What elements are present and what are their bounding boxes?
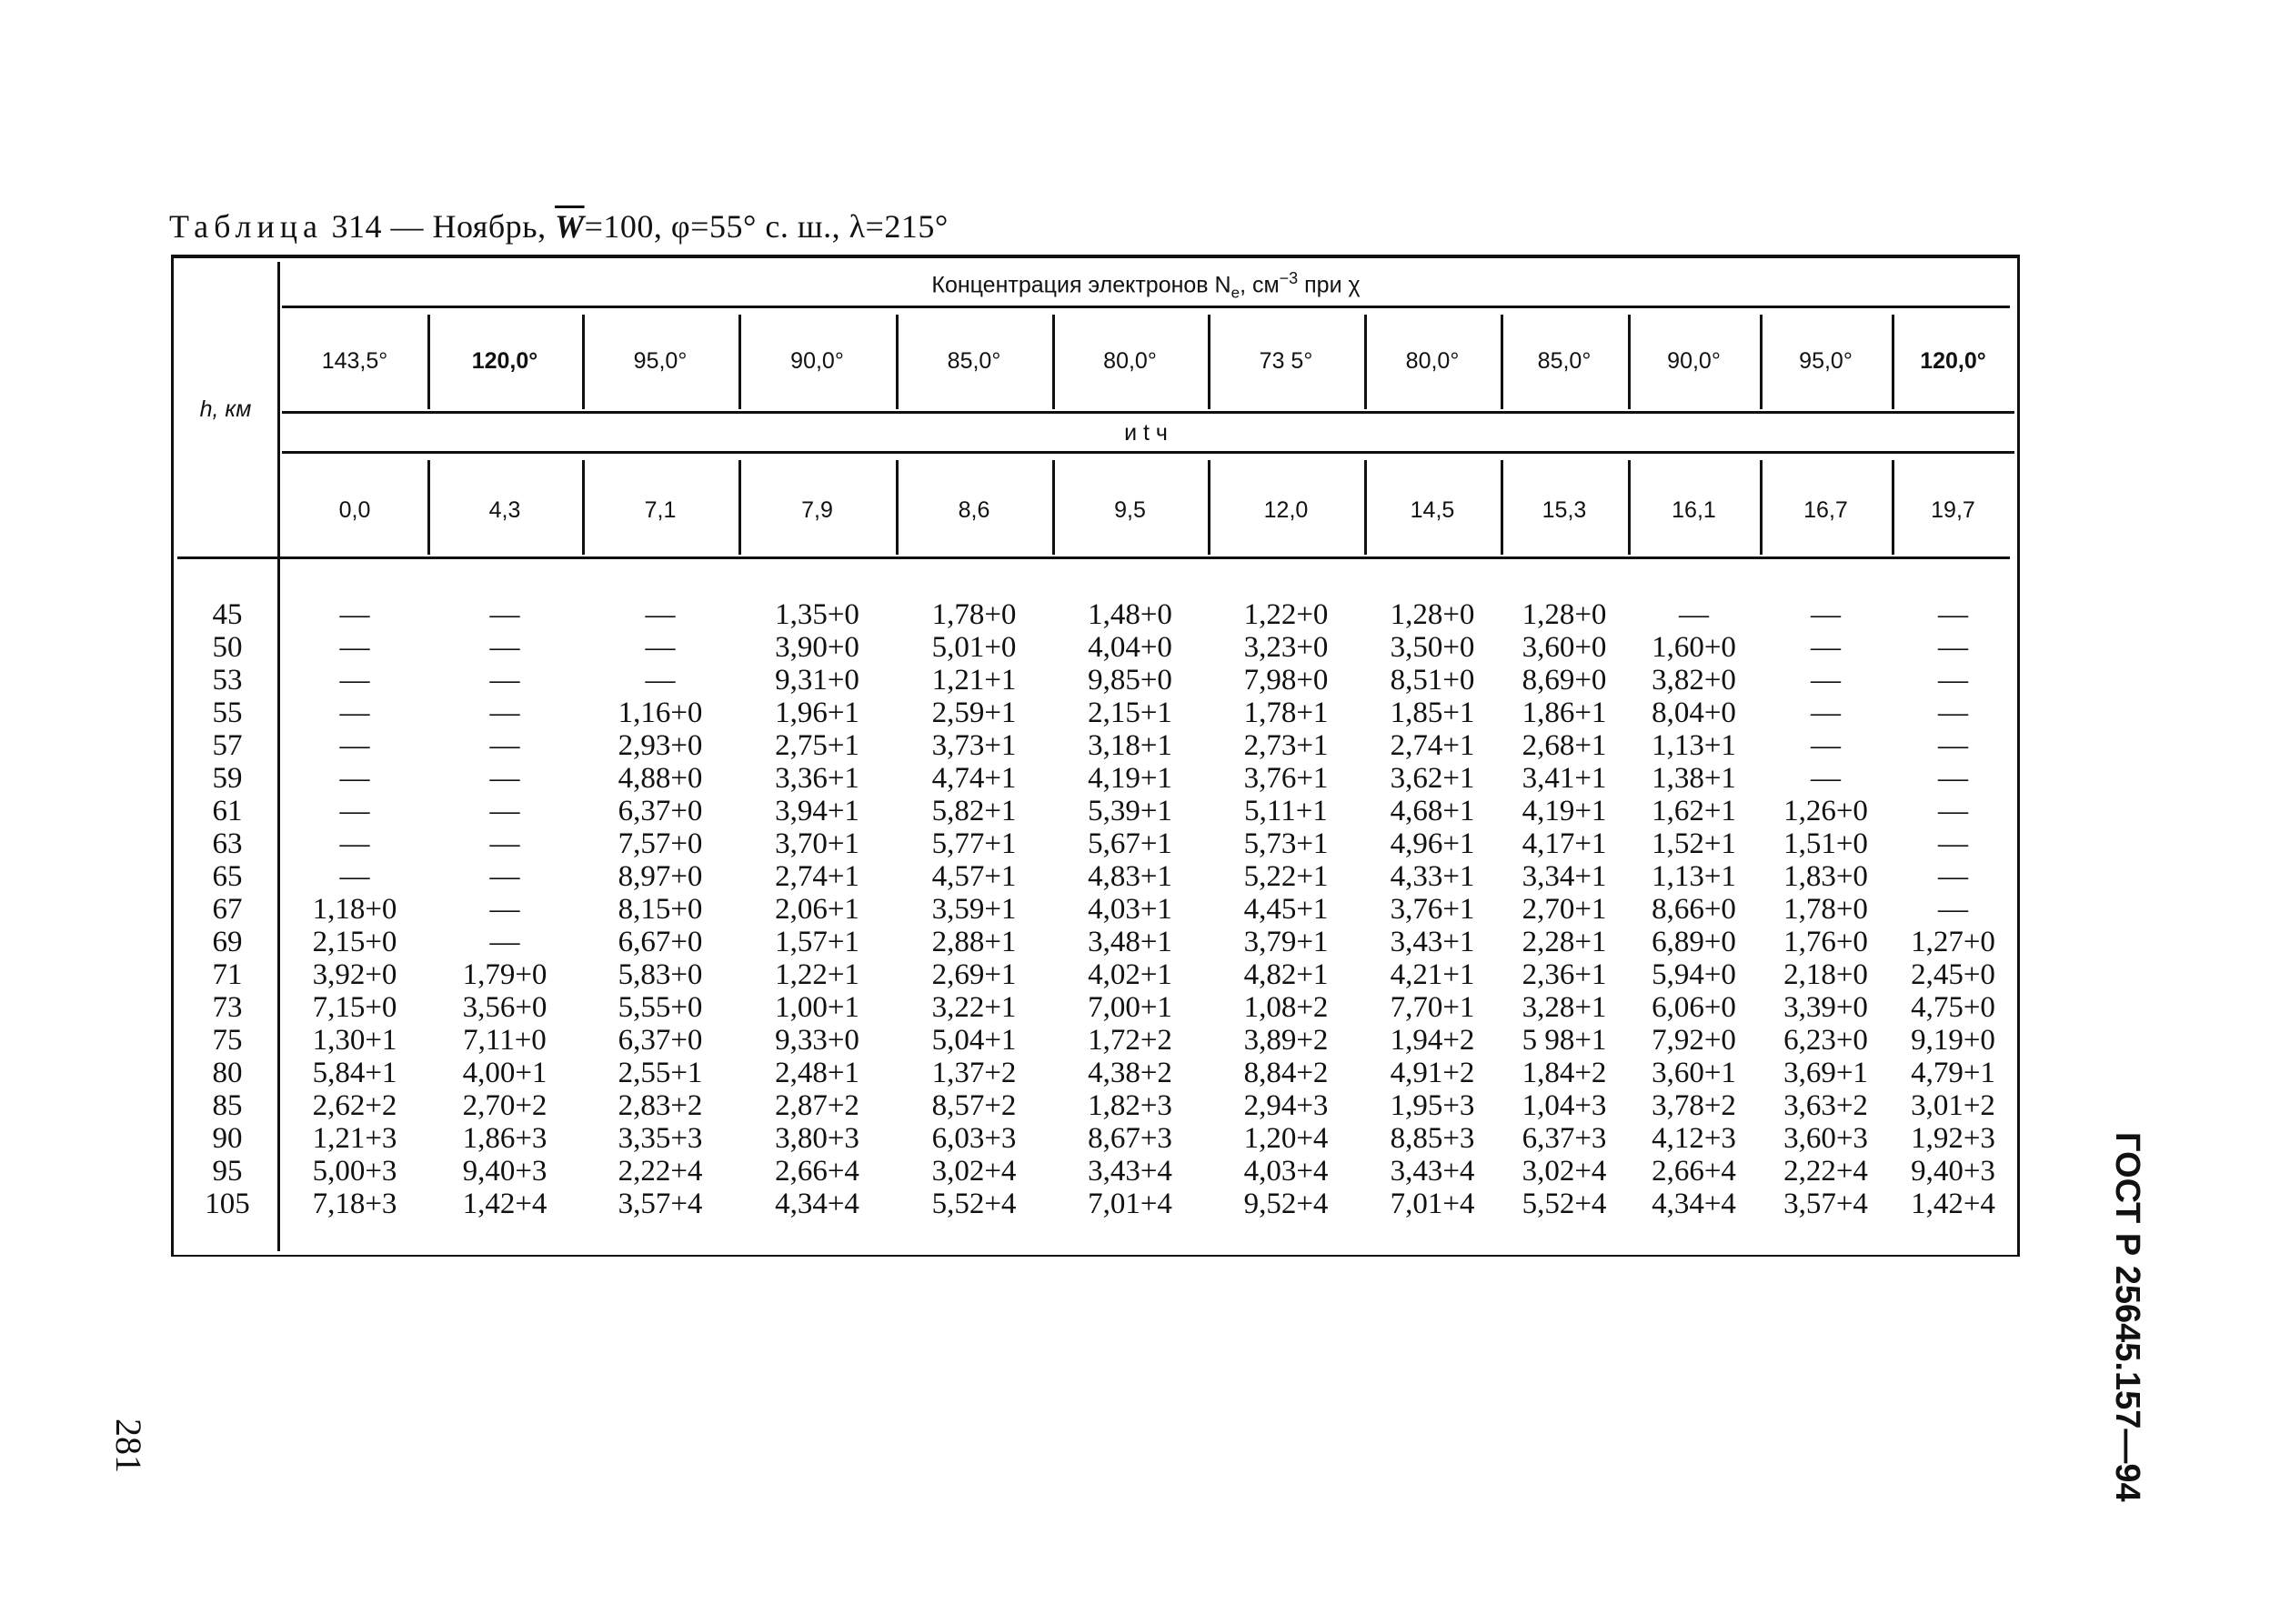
table-cell: 4,82+1 xyxy=(1243,958,1329,991)
table-cell: 3,56+0 xyxy=(462,991,547,1024)
table-cell: 1,18+0 xyxy=(312,893,397,926)
table-cell: 5 98+1 xyxy=(1522,1024,1607,1057)
table-cell: 1,48+0 xyxy=(1088,598,1172,631)
table-cell: 5,94+0 xyxy=(1652,958,1736,991)
table-cell: 4,79+1 xyxy=(1911,1057,1995,1089)
chi-header-cell: 90,0° xyxy=(1667,348,1721,374)
table-cell: 1,52+1 xyxy=(1652,827,1736,860)
row-header-label: h, км xyxy=(199,396,252,422)
height-cell: 50 xyxy=(212,631,243,664)
table-cell: — xyxy=(489,664,520,697)
chi-header-cell: 120,0° xyxy=(1920,348,1986,374)
table-cell: 9,85+0 xyxy=(1088,664,1172,697)
table-cell: 4,21+1 xyxy=(1390,958,1475,991)
table-cell: 5,00+3 xyxy=(312,1155,397,1188)
table-cell: — xyxy=(339,827,370,860)
table-cell: 3,70+1 xyxy=(775,827,859,860)
table-title-w: $\overline{W}$ xyxy=(555,208,585,245)
table-cell: 3,80+3 xyxy=(775,1122,859,1155)
table-cell: — xyxy=(339,860,370,893)
table-cell: 3,39+0 xyxy=(1783,991,1868,1024)
table-cell: 2,18+0 xyxy=(1783,958,1868,991)
height-cell: 67 xyxy=(212,893,243,926)
height-cell: 71 xyxy=(212,958,243,991)
table-cell: 7,15+0 xyxy=(312,991,397,1024)
chi-header-cell: 85,0° xyxy=(947,348,1001,374)
table-cell: 8,57+2 xyxy=(931,1089,1017,1122)
table-cell: 7,92+0 xyxy=(1652,1024,1736,1057)
table-cell: — xyxy=(1811,598,1841,631)
chi-header-cell: 143,5° xyxy=(321,348,388,374)
table-cell: — xyxy=(489,893,520,926)
table-cell: 4,38+2 xyxy=(1088,1057,1172,1089)
table-cell: 5,04+1 xyxy=(931,1024,1017,1057)
table-cell: 1,57+1 xyxy=(775,926,859,958)
table-cell: — xyxy=(1938,697,1968,729)
table-cell: — xyxy=(339,729,370,762)
table-cell: — xyxy=(1938,762,1968,795)
table-cell: 4,02+1 xyxy=(1088,958,1172,991)
table-cell: 4,19+1 xyxy=(1088,762,1172,795)
table-cell: 4,19+1 xyxy=(1522,795,1607,827)
table-cell: — xyxy=(1938,729,1968,762)
table-cell: 6,23+0 xyxy=(1783,1024,1868,1057)
table-cell: 1,27+0 xyxy=(1911,926,1995,958)
table-cell: 2,28+1 xyxy=(1522,926,1607,958)
table-cell: — xyxy=(489,795,520,827)
table-cell: 1,51+0 xyxy=(1783,827,1868,860)
table-cell: 7,01+4 xyxy=(1390,1188,1475,1220)
table-cell: — xyxy=(489,762,520,795)
table-cell: 1,76+0 xyxy=(1783,926,1868,958)
table-cell: 5,67+1 xyxy=(1088,827,1172,860)
table-cell: 4,34+4 xyxy=(775,1188,859,1220)
table-cell: — xyxy=(1938,893,1968,926)
t-header-cell: 7,1 xyxy=(644,497,677,523)
table-cell: 1,21+3 xyxy=(312,1122,397,1155)
table-cell: 1,94+2 xyxy=(1390,1024,1475,1057)
table-cell: 3,94+1 xyxy=(775,795,859,827)
table-cell: 7,57+0 xyxy=(618,827,703,860)
table-cell: 3,62+1 xyxy=(1390,762,1475,795)
chi-header-cell: 73 5° xyxy=(1259,348,1313,374)
height-cell: 45 xyxy=(212,598,243,631)
table-cell: — xyxy=(339,697,370,729)
table-cell: 9,19+0 xyxy=(1911,1024,1995,1057)
table-cell: 4,12+3 xyxy=(1652,1122,1736,1155)
table-cell: 2,66+4 xyxy=(775,1155,859,1188)
table-cell: 3,34+1 xyxy=(1522,860,1607,893)
table-cell: 3,92+0 xyxy=(312,958,397,991)
table-title-number: 314 — Ноябрь, xyxy=(331,208,547,245)
table-cell: 7,11+0 xyxy=(463,1024,547,1057)
table-cell: 5,39+1 xyxy=(1088,795,1172,827)
table-cell: 2,88+1 xyxy=(931,926,1017,958)
table-cell: 7,00+1 xyxy=(1088,991,1172,1024)
table-cell: — xyxy=(339,598,370,631)
table-cell: 6,67+0 xyxy=(618,926,703,958)
table-cell: 9,52+4 xyxy=(1243,1188,1329,1220)
table-cell: 3,02+4 xyxy=(931,1155,1017,1188)
table-cell: 3,73+1 xyxy=(931,729,1017,762)
table-cell: 1,35+0 xyxy=(775,598,859,631)
table-cell: 2,66+4 xyxy=(1652,1155,1736,1188)
table-cell: 8,69+0 xyxy=(1522,664,1607,697)
table-cell: 4,00+1 xyxy=(462,1057,547,1089)
table-cell: 3,76+1 xyxy=(1243,762,1329,795)
table-cell: 9,33+0 xyxy=(775,1024,859,1057)
chi-header-cell: 95,0° xyxy=(633,348,688,374)
table-cell: 2,48+1 xyxy=(775,1057,859,1089)
t-header-cell: 4,3 xyxy=(488,497,521,523)
table-cell: — xyxy=(1811,762,1841,795)
table-cell: — xyxy=(1938,795,1968,827)
table-cell: 2,55+1 xyxy=(618,1057,703,1089)
table-cell: — xyxy=(1938,598,1968,631)
t-header-cell: 9,5 xyxy=(1114,497,1146,523)
table-cell: 6,03+3 xyxy=(931,1122,1017,1155)
table-cell: 4,33+1 xyxy=(1390,860,1475,893)
table-cell: — xyxy=(489,827,520,860)
table-cell: 4,83+1 xyxy=(1088,860,1172,893)
table-cell: 3,50+0 xyxy=(1390,631,1475,664)
table-cell: 3,90+0 xyxy=(775,631,859,664)
table-cell: 1,83+0 xyxy=(1783,860,1868,893)
table-cell: 6,37+0 xyxy=(618,795,703,827)
table-cell: 2,70+2 xyxy=(462,1089,547,1122)
table-cell: 4,68+1 xyxy=(1390,795,1475,827)
table-cell: 2,75+1 xyxy=(775,729,859,762)
table-cell: — xyxy=(489,631,520,664)
table-cell: — xyxy=(1938,860,1968,893)
table-cell: 1,86+3 xyxy=(462,1122,547,1155)
table-cell: 3,43+1 xyxy=(1390,926,1475,958)
concentration-header: Концентрация электронов $N_e$, $см^{-3}$ при χ xyxy=(931,269,1361,302)
table-cell: 1,37+2 xyxy=(931,1057,1017,1089)
table-cell: 6,89+0 xyxy=(1652,926,1736,958)
table-cell: 2,22+4 xyxy=(618,1155,703,1188)
table-cell: 6,37+0 xyxy=(618,1024,703,1057)
table-cell: 3,76+1 xyxy=(1390,893,1475,926)
height-cell: 57 xyxy=(212,729,243,762)
table-cell: 5,83+0 xyxy=(618,958,703,991)
table-cell: 1,82+3 xyxy=(1088,1089,1172,1122)
table-cell: — xyxy=(1811,729,1841,762)
table-title-prefix: Таблица xyxy=(169,208,323,245)
table-cell: 1,04+3 xyxy=(1522,1089,1607,1122)
table-cell: 4,88+0 xyxy=(618,762,703,795)
table-cell: 1,20+4 xyxy=(1243,1122,1329,1155)
table-cell: 8,97+0 xyxy=(618,860,703,893)
table-cell: 1,78+0 xyxy=(1783,893,1868,926)
table-cell: 3,78+2 xyxy=(1652,1089,1736,1122)
table-cell: 3,41+1 xyxy=(1522,762,1607,795)
table-cell: 2,45+0 xyxy=(1911,958,1995,991)
and-t-header: и t ч xyxy=(1124,420,1168,446)
table-cell: — xyxy=(645,664,676,697)
height-cell: 105 xyxy=(205,1188,250,1220)
table-cell: 7,70+1 xyxy=(1390,991,1475,1024)
table-cell: 5,84+1 xyxy=(312,1057,397,1089)
table-cell: 8,04+0 xyxy=(1652,697,1736,729)
table-cell: — xyxy=(645,598,676,631)
table-cell: 5,55+0 xyxy=(618,991,703,1024)
chi-header-cell: 80,0° xyxy=(1103,348,1157,374)
table-cell: — xyxy=(339,664,370,697)
table-cell: 2,74+1 xyxy=(775,860,859,893)
table-cell: 4,91+2 xyxy=(1390,1057,1475,1089)
table-cell: 4,04+0 xyxy=(1088,631,1172,664)
table-cell: 4,45+1 xyxy=(1243,893,1329,926)
table-cell: 3,43+4 xyxy=(1390,1155,1475,1188)
table-cell: 3,79+1 xyxy=(1243,926,1329,958)
t-header-cell: 0,0 xyxy=(338,497,371,523)
table-cell: 4,03+1 xyxy=(1088,893,1172,926)
table-cell: 1,42+4 xyxy=(462,1188,547,1220)
table-cell: 2,74+1 xyxy=(1390,729,1475,762)
table-cell: 8,67+3 xyxy=(1088,1122,1172,1155)
table-cell: 1,21+1 xyxy=(931,664,1017,697)
height-cell: 53 xyxy=(212,664,243,697)
table-cell: 7,01+4 xyxy=(1088,1188,1172,1220)
height-cell: 75 xyxy=(212,1024,243,1057)
table-cell: 8,51+0 xyxy=(1390,664,1475,697)
table-cell: — xyxy=(489,697,520,729)
table-cell: 3,57+4 xyxy=(618,1188,703,1220)
table-cell: 2,69+1 xyxy=(931,958,1017,991)
table-cell: — xyxy=(1811,631,1841,664)
height-cell: 80 xyxy=(212,1057,243,1089)
table-cell: 1,30+1 xyxy=(312,1024,397,1057)
table-cell: 6,37+3 xyxy=(1522,1122,1607,1155)
height-cell: 95 xyxy=(212,1155,243,1188)
table-cell: — xyxy=(1938,827,1968,860)
table-cell: 2,83+2 xyxy=(618,1089,703,1122)
page-number: 281 xyxy=(108,1418,149,1473)
t-header-cell: 19,7 xyxy=(1931,497,1975,523)
table-cell: 3,01+2 xyxy=(1911,1089,1995,1122)
table-cell: 1,22+1 xyxy=(775,958,859,991)
table-cell: 2,93+0 xyxy=(618,729,703,762)
t-header-cell: 8,6 xyxy=(958,497,990,523)
table-cell: 8,66+0 xyxy=(1652,893,1736,926)
table-cell: 1,72+2 xyxy=(1088,1024,1172,1057)
table-cell: 3,82+0 xyxy=(1652,664,1736,697)
table-cell: 1,79+0 xyxy=(462,958,547,991)
t-header-cell: 16,7 xyxy=(1803,497,1848,523)
table-cell: 3,43+4 xyxy=(1088,1155,1172,1188)
t-header-cell: 14,5 xyxy=(1410,497,1455,523)
table-cell: 8,84+2 xyxy=(1243,1057,1329,1089)
table-cell: 1,13+1 xyxy=(1652,729,1736,762)
chi-header-cell: 90,0° xyxy=(790,348,844,374)
table-cell: 4,57+1 xyxy=(931,860,1017,893)
table-cell: 5,11+1 xyxy=(1244,795,1328,827)
table-cell: 3,23+0 xyxy=(1243,631,1329,664)
table-cell: 7,18+3 xyxy=(312,1188,397,1220)
table-cell: — xyxy=(645,631,676,664)
table-cell: 3,63+2 xyxy=(1783,1089,1868,1122)
table-cell: 9,40+3 xyxy=(1911,1155,1995,1188)
table-cell: 5,52+4 xyxy=(1522,1188,1607,1220)
table-cell: — xyxy=(339,762,370,795)
table-cell: 2,62+2 xyxy=(312,1089,397,1122)
table-cell: — xyxy=(1938,664,1968,697)
table-cell: 5,01+0 xyxy=(931,631,1017,664)
table-cell: 2,15+1 xyxy=(1088,697,1172,729)
table-cell: 3,59+1 xyxy=(931,893,1017,926)
table-cell: 4,96+1 xyxy=(1390,827,1475,860)
standard-code: ГОСТ Р 25645.157—94 xyxy=(2108,1132,2146,1502)
table-cell: — xyxy=(489,926,520,958)
table-cell: 1,16+0 xyxy=(618,697,703,729)
table-cell: 5,73+1 xyxy=(1243,827,1329,860)
height-cell: 65 xyxy=(212,860,243,893)
table-cell: 1,96+1 xyxy=(775,697,859,729)
table-cell: 4,03+4 xyxy=(1243,1155,1329,1188)
table-cell: 3,69+1 xyxy=(1783,1057,1868,1089)
chi-header-cell: 85,0° xyxy=(1537,348,1592,374)
table-cell: — xyxy=(489,729,520,762)
table-cell: 1,00+1 xyxy=(775,991,859,1024)
table-cell: 4,17+1 xyxy=(1522,827,1607,860)
table-title-rest: =100, φ=55° с. ш., λ=215° xyxy=(584,208,949,245)
table-cell: 2,73+1 xyxy=(1243,729,1329,762)
table-cell: — xyxy=(1811,697,1841,729)
table-cell: 9,40+3 xyxy=(462,1155,547,1188)
height-cell: 90 xyxy=(212,1122,243,1155)
table-cell: 3,48+1 xyxy=(1088,926,1172,958)
height-cell: 63 xyxy=(212,827,243,860)
table-cell: 1,86+1 xyxy=(1522,697,1607,729)
table-cell: — xyxy=(1811,664,1841,697)
table-cell: 3,60+3 xyxy=(1783,1122,1868,1155)
table-cell: 1,78+0 xyxy=(931,598,1017,631)
table-cell: 2,59+1 xyxy=(931,697,1017,729)
table-cell: 2,15+0 xyxy=(312,926,397,958)
table-cell: 2,06+1 xyxy=(775,893,859,926)
table-cell: 3,57+4 xyxy=(1783,1188,1868,1220)
table-cell: 1,28+0 xyxy=(1522,598,1607,631)
table-cell: 1,26+0 xyxy=(1783,795,1868,827)
table-cell: — xyxy=(1938,631,1968,664)
table-cell: 8,85+3 xyxy=(1390,1122,1475,1155)
table-cell: 9,31+0 xyxy=(775,664,859,697)
t-header-cell: 15,3 xyxy=(1542,497,1587,523)
table-cell: 1,42+4 xyxy=(1911,1188,1995,1220)
height-cell: 61 xyxy=(212,795,243,827)
height-cell: 59 xyxy=(212,762,243,795)
table-cell: 4,75+0 xyxy=(1911,991,1995,1024)
table-cell: 3,60+0 xyxy=(1522,631,1607,664)
table-cell: 5,77+1 xyxy=(931,827,1017,860)
table-cell: 3,60+1 xyxy=(1652,1057,1736,1089)
t-header-cell: 12,0 xyxy=(1263,497,1309,523)
table-cell: — xyxy=(489,860,520,893)
table-cell: — xyxy=(339,631,370,664)
table-cell: 3,35+3 xyxy=(618,1122,703,1155)
table-cell: 1,95+3 xyxy=(1390,1089,1475,1122)
table-cell: 8,15+0 xyxy=(618,893,703,926)
table-cell: 4,34+4 xyxy=(1652,1188,1736,1220)
chi-header-cell: 95,0° xyxy=(1799,348,1853,374)
table-cell: 3,22+1 xyxy=(931,991,1017,1024)
table-cell: 1,78+1 xyxy=(1243,697,1329,729)
table-cell: — xyxy=(489,598,520,631)
table-cell: 1,38+1 xyxy=(1652,762,1736,795)
table-cell: 2,70+1 xyxy=(1522,893,1607,926)
table-cell: 5,82+1 xyxy=(931,795,1017,827)
t-header-cell: 16,1 xyxy=(1672,497,1716,523)
table-cell: 5,22+1 xyxy=(1243,860,1329,893)
chi-header-cell: 80,0° xyxy=(1405,348,1460,374)
table-cell: 1,92+3 xyxy=(1911,1122,1995,1155)
table-cell: 5,52+4 xyxy=(931,1188,1017,1220)
table-cell: 1,62+1 xyxy=(1652,795,1736,827)
table-cell: 1,60+0 xyxy=(1652,631,1736,664)
table-cell: 2,68+1 xyxy=(1522,729,1607,762)
table-cell: 3,36+1 xyxy=(775,762,859,795)
table-cell: 4,74+1 xyxy=(931,762,1017,795)
table-cell: 3,28+1 xyxy=(1522,991,1607,1024)
table-cell: 3,02+4 xyxy=(1522,1155,1607,1188)
table-cell: 2,22+4 xyxy=(1783,1155,1868,1188)
height-cell: 69 xyxy=(212,926,243,958)
table-cell: 1,28+0 xyxy=(1390,598,1475,631)
t-header-cell: 7,9 xyxy=(801,497,833,523)
table-cell: — xyxy=(339,795,370,827)
table-cell: 3,18+1 xyxy=(1088,729,1172,762)
table-cell: — xyxy=(1679,598,1709,631)
height-cell: 85 xyxy=(212,1089,243,1122)
table-cell: 1,13+1 xyxy=(1652,860,1736,893)
height-cell: 55 xyxy=(212,697,243,729)
table-cell: 2,36+1 xyxy=(1522,958,1607,991)
table-cell: 1,85+1 xyxy=(1390,697,1475,729)
table-cell: 7,98+0 xyxy=(1243,664,1329,697)
chi-header-cell: 120,0° xyxy=(471,348,538,374)
table-cell: 1,08+2 xyxy=(1243,991,1329,1024)
table-cell: 2,87+2 xyxy=(775,1089,859,1122)
table-cell: 6,06+0 xyxy=(1652,991,1736,1024)
table-cell: 2,94+3 xyxy=(1243,1089,1329,1122)
table-cell: 3,89+2 xyxy=(1243,1024,1329,1057)
table-title xyxy=(169,207,949,246)
table-cell: 1,84+2 xyxy=(1522,1057,1607,1089)
height-cell: 73 xyxy=(212,991,243,1024)
table-cell: 1,22+0 xyxy=(1243,598,1329,631)
